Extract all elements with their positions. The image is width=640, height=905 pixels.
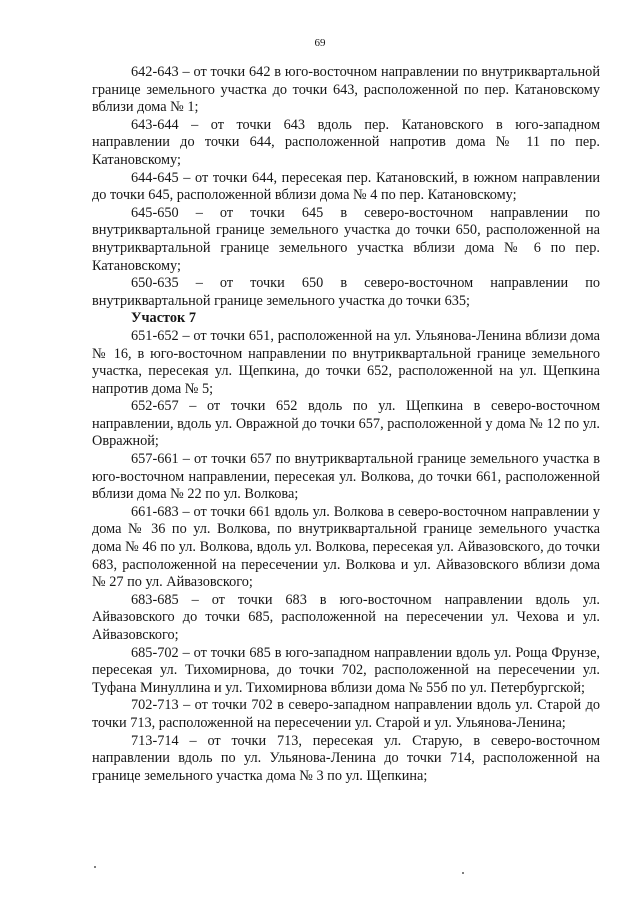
paragraph-661-683: 661-683 – от точки 661 вдоль ул. Волкова в северо-восточном направлении у дома № 36 по ул. Волкова, по внутриквартальной границе земельного участка дома № 46 по ул. Волкова, вдоль ул. Волкова, пересекая ул. Айвазовского, до точки 683, расположенной на пересечении ул. Волкова и ул. Айвазовского вблизи дома № 27 по ул. Айвазовского; [92, 503, 600, 591]
paragraph-685-702: 685-702 – от точки 685 в юго-западном направлении вдоль ул. Роща Фрунзе, пересекая ул. Тихомирнова, до точки 702, расположенной на пересечении ул. Туфана Минуллина и ул. Тихомирнова вблизи дома № 55б по ул. Петербургской; [92, 644, 600, 696]
paragraph-651-652: 651-652 – от точки 651, расположенной на ул. Ульянова-Ленина вблизи дома № 16, в юго-восточном направлении по внутриквартальной границе земельного участка, пересекая ул. Щепкина, до точки 652, расположенной на ул. Щепкина напротив дома № 5; [92, 327, 600, 397]
paragraph-652-657: 652-657 – от точки 652 вдоль по ул. Щепкина в северо-восточном направлении, вдоль ул. Овражной до точки 657, расположенной у дома № 12 по ул. Овражной; [92, 398, 600, 450]
paragraph-643-644: 643-644 – от точки 643 вдоль пер. Катановского в юго-западном направлении до точки 644, расположенной напротив дома № 11 по пер. Катановскому; [92, 116, 600, 168]
paragraph-644-645: 644-645 – от точки 644, пересекая пер. Катановский, в южном направлении до точки 645, расположенной вблизи дома № 4 по пер. Катановскому; [92, 169, 600, 204]
scan-speck [94, 866, 96, 868]
paragraph-645-650: 645-650 – от точки 645 в северо-восточном направлении по внутриквартальной границе земельного участка до точки 650, расположенной на внутриквартальной границе земельного участка вблизи дома № 6 по пер. Катановскому; [92, 204, 600, 274]
page-number: 69 [314, 37, 326, 49]
paragraph-642-643: 642-643 – от точки 642 в юго-восточном направлении по внутриквартальной границе земельного участка до точки 643, расположенной по пер. Катановскому вблизи дома № 1; [92, 64, 600, 116]
paragraph-657-661: 657-661 – от точки 657 по внутриквартальной границе земельного участка в юго-восточном направлении, пересекая ул. Волкова, до точки 661, расположенной вблизи дома № 22 по ул. Волкова; [92, 451, 600, 503]
paragraph-650-635: 650-635 – от точки 650 в северо-восточном направлении по внутриквартальной границе земельного участка до точки 635; [92, 275, 600, 309]
paragraph-683-685: 683-685 – от точки 683 в юго-восточном направлении вдоль ул. Айвазовского до точки 685, расположенной на пересечении ул. Чехова и ул. Айвазовского; [92, 591, 600, 643]
paragraph-702-713: 702-713 – от точки 702 в северо-западном направлении вдоль ул. Старой до точки 713, расположенной на пересечении ул. Старой и ул. Ульянова-Ленина; [92, 697, 600, 731]
paragraph-713-714: 713-714 – от точки 713, пересекая ул. Старую, в северо-восточном направлении вдоль по ул. Ульянова-Ленина до точки 714, расположенной на границе земельного участка дома № 3 по ул. Щепкина; [92, 732, 600, 784]
section-heading: Участок 7 [131, 310, 196, 327]
scan-speck [462, 872, 464, 874]
document-body [92, 64, 600, 785]
